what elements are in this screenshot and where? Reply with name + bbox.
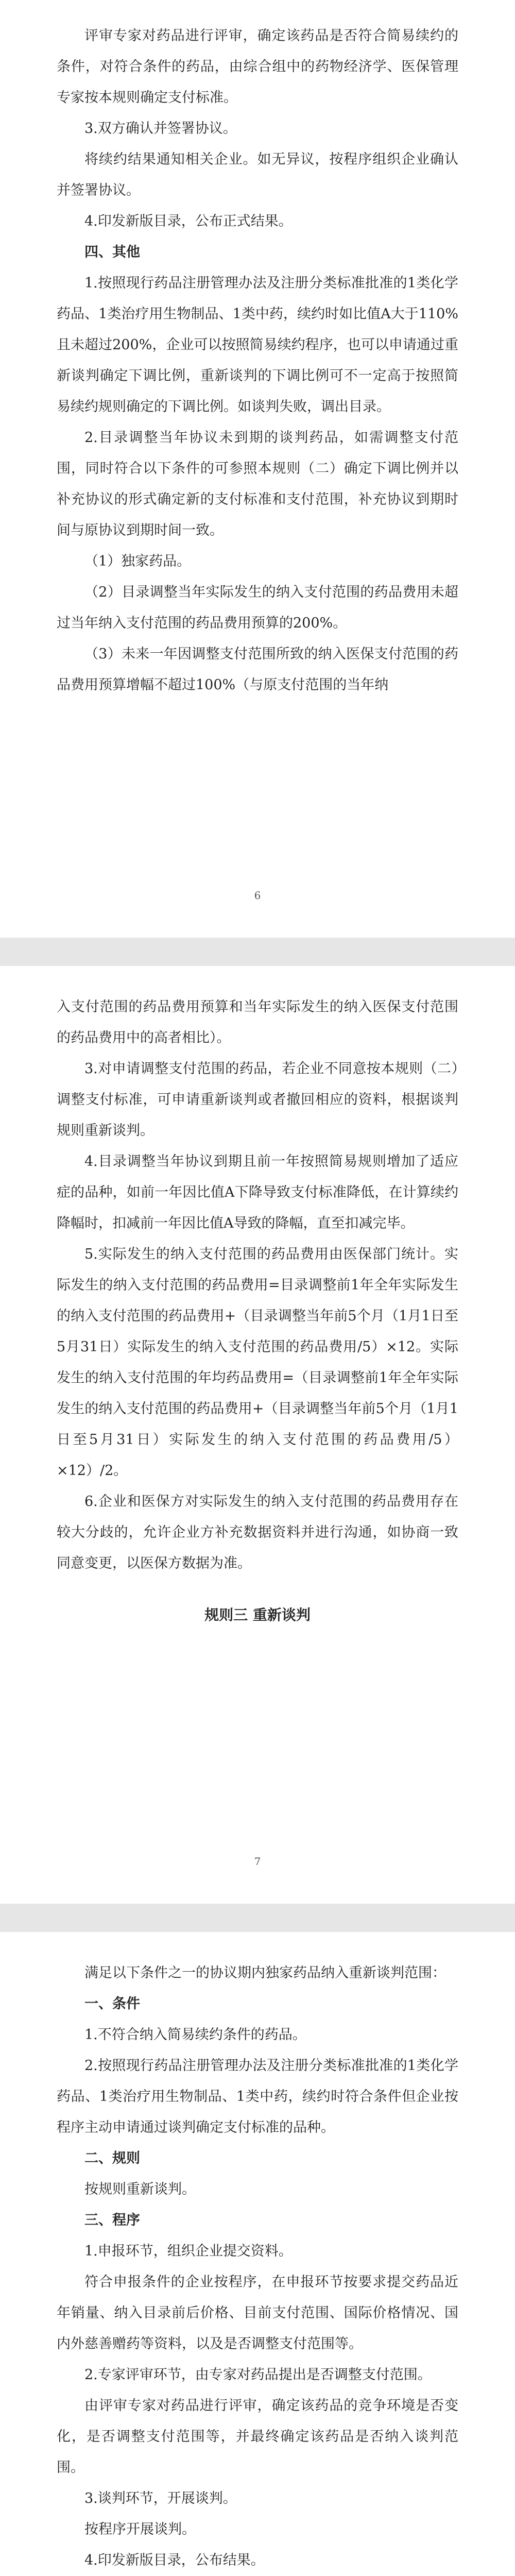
document-page-1 <box>0 0 515 938</box>
paragraph: 1.不符合纳入简易续约条件的药品。 <box>84 2027 306 2043</box>
chapter-title: 规则三 重新谈判 <box>204 1606 311 1623</box>
paragraph: 入支付范围的药品费用预算和当年实际发生的纳入医保支付范围的药品费用中的高者相比）。 <box>57 999 458 1046</box>
section-heading: 四、其他 <box>84 244 140 260</box>
paragraph: 2.按照现行药品注册管理办法及注册分类标准批准的1类化学药品、1类治疗用生物制品、1类中药，续约时符合条件但企业按程序主动申请通过谈判确定支付标准的品种。 <box>57 2058 458 2136</box>
page-body <box>57 992 458 1631</box>
paragraph: 由评审专家对药品进行评审，确定该药品的竞争环境是否变化，是否调整支付范围等，并最终确定该药品是否纳入谈判范围。 <box>57 2398 458 2476</box>
section-heading: 一、条件 <box>84 1996 140 2012</box>
page-body <box>57 21 458 701</box>
paragraph: 3.对申请调整支付范围的药品，若企业不同意按本规则（二）调整支付标准，可申请重新谈判或者撤回相应的资料，根据谈判规则重新谈判。 <box>57 1061 458 1139</box>
paragraph: 将续约结果通知相关企业。如无异议，按程序组织企业确认并签署协议。 <box>57 151 458 198</box>
paragraph: 按程序开展谈判。 <box>84 2521 196 2537</box>
paragraph: 评审专家对药品进行评审，确定该药品是否符合简易续约的条件，对符合条件的药品，由综合组中的药物经济学、医保管理专家按本规则确定支付标准。 <box>57 28 458 106</box>
paragraph: 按规则重新谈判。 <box>84 2181 196 2197</box>
paragraph: 5.实际发生的纳入支付范围的药品费用由医保部门统计。实际发生的纳入支付范围的药品费用=目录调整前1年全年实际发生的纳入支付范围的药品费用+（目录调整当年前5个月（1月1日至5月31日）实际发生的纳入支付范围的药品费用/5）×12。实际发生的纳入支付范围的年均药品费用=（目录调整前1年全年实际发生的纳入支付范围的药品费用+（目录调整当年前5个月（1月1日至5月31日）实际发生的纳入支付范围的药品费用/5）×12）/2。 <box>57 1246 458 1479</box>
paragraph: 4.印发新版目录，公布正式结果。 <box>84 213 293 229</box>
paragraph: 1.申报环节，组织企业提交资料。 <box>84 2243 293 2259</box>
paragraph: （3）未来一年因调整支付范围所致的纳入医保支付范围的药品费用预算增幅不超过100%（与原支付范围的当年纳 <box>57 646 458 693</box>
section-heading: 三、程序 <box>84 2212 140 2228</box>
paragraph: 符合申报条件的企业按程序，在申报环节按要求提交药品近年销量、纳入目录前后价格、目前支付范围、国际价格情况、国内外慈善赠药等资料，以及是否调整支付范围等。 <box>57 2274 458 2352</box>
paragraph: 3.双方确认并签署协议。 <box>84 121 237 137</box>
page-body <box>57 1958 458 2576</box>
paragraph: 2.目录调整当年协议未到期的谈判药品，如需调整支付范围，同时符合以下条件的可参照本规则（二）确定下调比例并以补充协议的形式确定新的支付标准和支付范围，补充协议到期时间与原协议到期时间一致。 <box>57 430 458 538</box>
paragraph: 4.印发新版目录，公布结果。 <box>84 2552 265 2568</box>
paragraph: 4.目录调整当年协议到期且前一年按照简易规则增加了适应症的品种，如前一年因比值A下降导致支付标准降低，在计算续约降幅时，扣减前一年因比值A导致的降幅，直至扣减完毕。 <box>57 1154 458 1231</box>
document-page-3 <box>0 1932 515 2576</box>
page-number: 7 <box>254 1855 261 1868</box>
paragraph: （2）目录调整当年实际发生的纳入支付范围的药品费用未超过当年纳入支付范围的药品费用预算的200%。 <box>57 584 458 631</box>
document-page-2 <box>0 966 515 1904</box>
paragraph: 1.按照现行药品注册管理办法及注册分类标准批准的1类化学药品、1类治疗用生物制品、1类中药，续约时如比值A大于110%且未超过200%，企业可以按照简易续约程序，也可以申请通过重新谈判确定下调比例，重新谈判的下调比例可不一定高于按照简易续约规则确定的下调比例。如谈判失败，调出目录。 <box>57 275 458 415</box>
paragraph: 满足以下条件之一的协议期内独家药品纳入重新谈判范围： <box>84 1965 446 1981</box>
paragraph: 6.企业和医保方对实际发生的纳入支付范围的药品费用存在较大分歧的，允许企业方补充数据资料并进行沟通，如协商一致同意变更，以医保方数据为准。 <box>57 1494 458 1571</box>
paragraph: （1）独家药品。 <box>84 553 191 569</box>
page-number: 6 <box>254 889 261 902</box>
paragraph: 2.专家评审环节，由专家对药品提出是否调整支付范围。 <box>84 2367 432 2383</box>
section-heading: 二、规则 <box>84 2150 140 2166</box>
paragraph: 3.谈判环节，开展谈判。 <box>84 2490 237 2506</box>
